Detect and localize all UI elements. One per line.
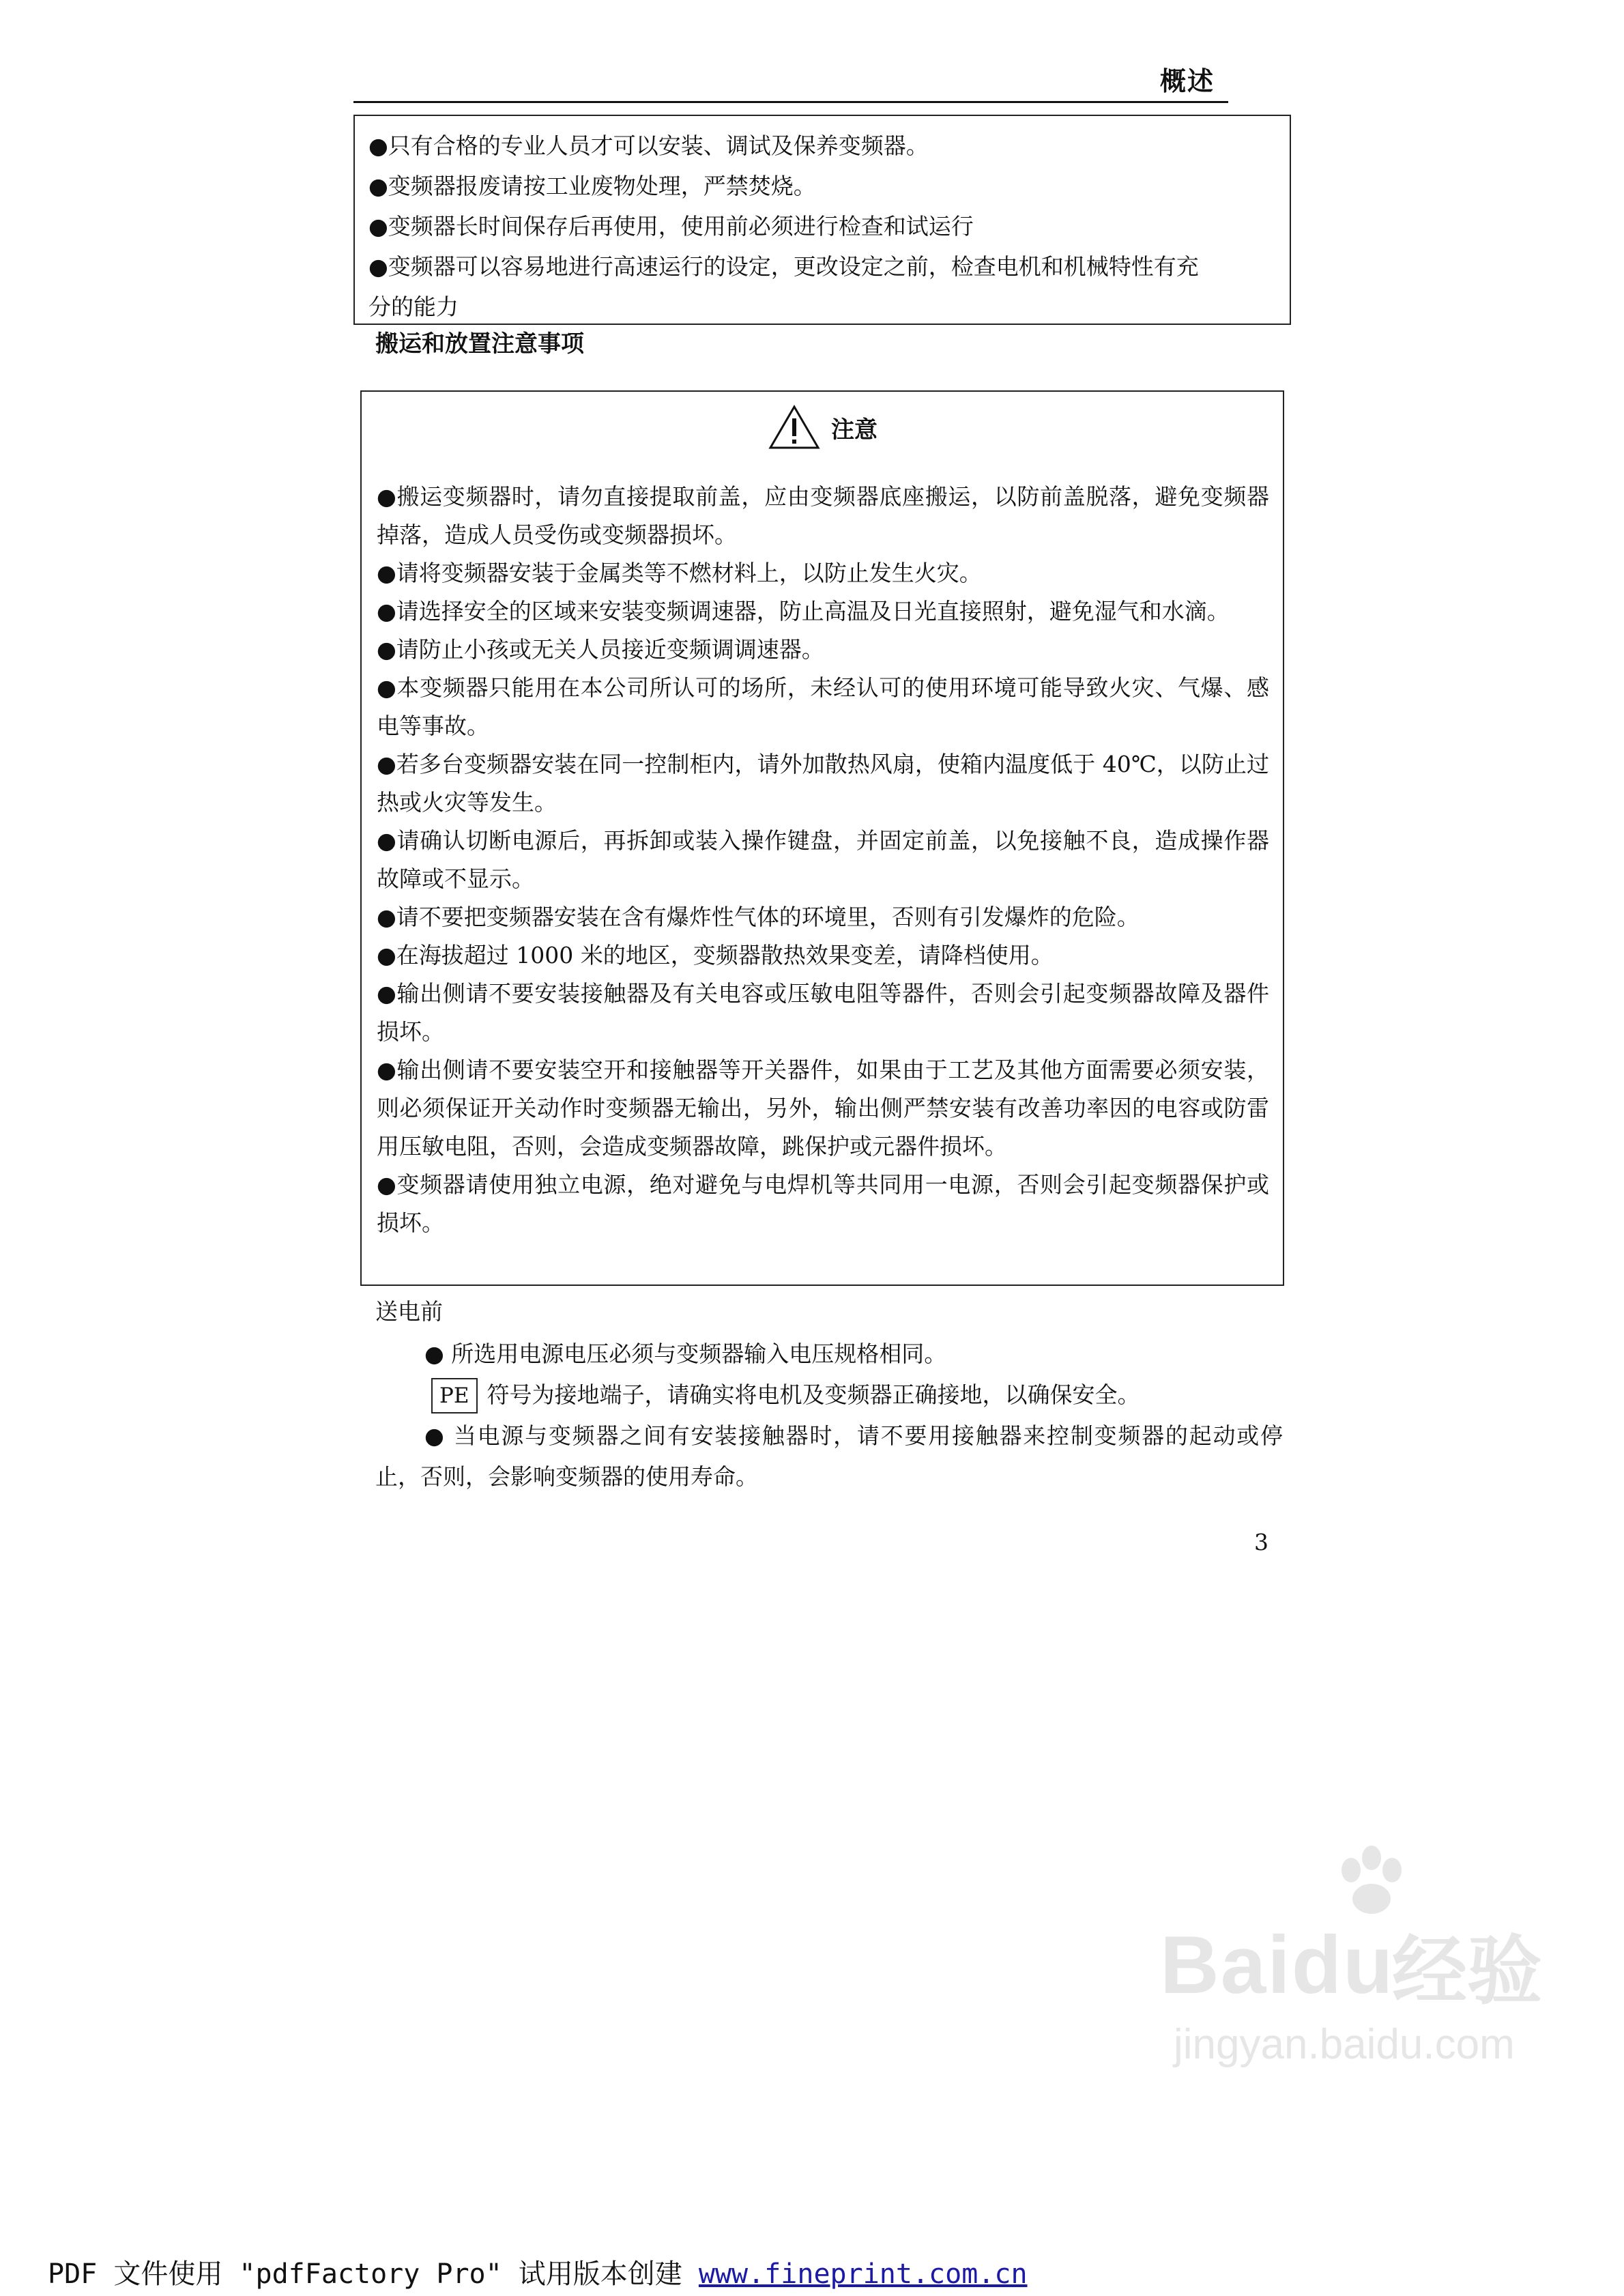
header-rule bbox=[353, 101, 1228, 103]
warning-item: ●搬运变频器时，请勿直接提取前盖，应由变频器底座搬运，以防前盖脱落，避免变频器掉落，造成人员受伤或变频器损坏。 bbox=[377, 483, 1269, 548]
watermark-logo-cn: 经验 bbox=[1392, 1927, 1542, 2015]
warning-box bbox=[360, 390, 1284, 1286]
pe-symbol: PE bbox=[431, 1378, 478, 1414]
page-header-title: 概述 bbox=[1159, 66, 1215, 96]
warning-item: ●请确认切断电源后，再拆卸或装入操作键盘，并固定前盖，以免接触不良，造成操作器故障或不显示。 bbox=[377, 827, 1269, 892]
footer-link[interactable]: www.fineprint.com.cn bbox=[698, 2258, 1028, 2290]
paw-icon bbox=[1331, 1843, 1412, 1918]
before-power-title: 送电前 bbox=[375, 1298, 443, 1325]
before-power-item: ● 所选用电源电压必须与变频器输入电压规格相同。 bbox=[424, 1340, 947, 1367]
watermark-logo: Baidu bbox=[1160, 1919, 1395, 2011]
warning-item: ●请防止小孩或无关人员接近变频调调速器。 bbox=[377, 636, 824, 663]
before-power-item: ● 当电源与变频器之间有安装接触器时，请不要用接触器来控制变频器的起动或停止，否则，会影响变频器的使用寿命。 bbox=[375, 1422, 1283, 1490]
safety-item: ●变频器可以容易地进行高速运行的设定，更改设定之前，检查电机和机械特性有充 bbox=[368, 253, 1199, 280]
warning-item: ●输出侧请不要安装接触器及有关电容或压敏电阻等器件，否则会引起变频器故障及器件损坏。 bbox=[377, 980, 1269, 1045]
warning-item: ●在海拔超过 1000 米的地区，变频器散热效果变差，请降档使用。 bbox=[377, 942, 1054, 968]
warning-item: ●变频器请使用独立电源，绝对避免与电焊机等共同用一电源，否则会引起变频器保护或损坏。 bbox=[377, 1171, 1269, 1236]
safety-item: ●变频器报废请按工业废物处理，严禁焚烧。 bbox=[368, 173, 816, 199]
warning-item: ●请将变频器安装于金属类等不燃材料上，以防止发生火灾。 bbox=[377, 560, 982, 586]
warning-item: ●请选择安全的区域来安装变频调速器，防止高温及日光直接照射，避免湿气和水滴。 bbox=[377, 598, 1230, 625]
warning-label: 注意 bbox=[831, 416, 878, 444]
footer-text: PDF 文件使用 "pdfFactory Pro" 试用版本创建 bbox=[48, 2258, 699, 2290]
safety-item: 分的能力 bbox=[368, 293, 459, 320]
pdf-footer bbox=[48, 2252, 1028, 2291]
before-power-item-pe bbox=[375, 1375, 1339, 1416]
safety-item: ●只有合格的专业人员才可以安装、调试及保养变频器。 bbox=[368, 132, 929, 159]
warning-item: ●若多台变频器安装在同一控制柜内，请外加散热风扇，使箱内温度低于 40℃，以防止过热或火灾等发生。 bbox=[377, 751, 1269, 816]
warning-item: ●本变频器只能用在本公司所认可的场所，未经认可的使用环境可能导致火灾、气爆、感电等事故。 bbox=[377, 674, 1269, 739]
warning-item: ●请不要把变频器安装在含有爆炸性气体的环境里，否则有引发爆炸的危险。 bbox=[377, 904, 1140, 930]
safety-item: ●变频器长时间保存后再使用，使用前必须进行检查和试运行 bbox=[368, 213, 974, 240]
page-number: 3 bbox=[1254, 1529, 1268, 1555]
section-title: 搬运和放置注意事项 bbox=[375, 330, 584, 358]
safety-box bbox=[353, 115, 1291, 325]
watermark-url: jingyan.baidu.com bbox=[1174, 2021, 1515, 2068]
warning-item: ●输出侧请不要安装空开和接触器等开关器件，如果由于工艺及其他方面需要必须安装，则必须保证开关动作时变频器无输出，另外，输出侧严禁安装有改善功率因的电容或防雷用压敏电阻，否则，会造成变频器故障，跳保护或元器件损坏。 bbox=[377, 1057, 1269, 1160]
pe-text: 符号为接地端子，请确实将电机及变频器正确接地，以确保安全。 bbox=[487, 1381, 1140, 1408]
warning-triangle-icon bbox=[768, 405, 820, 450]
baidu-watermark bbox=[1160, 1843, 1542, 2075]
warning-header bbox=[377, 405, 1269, 449]
